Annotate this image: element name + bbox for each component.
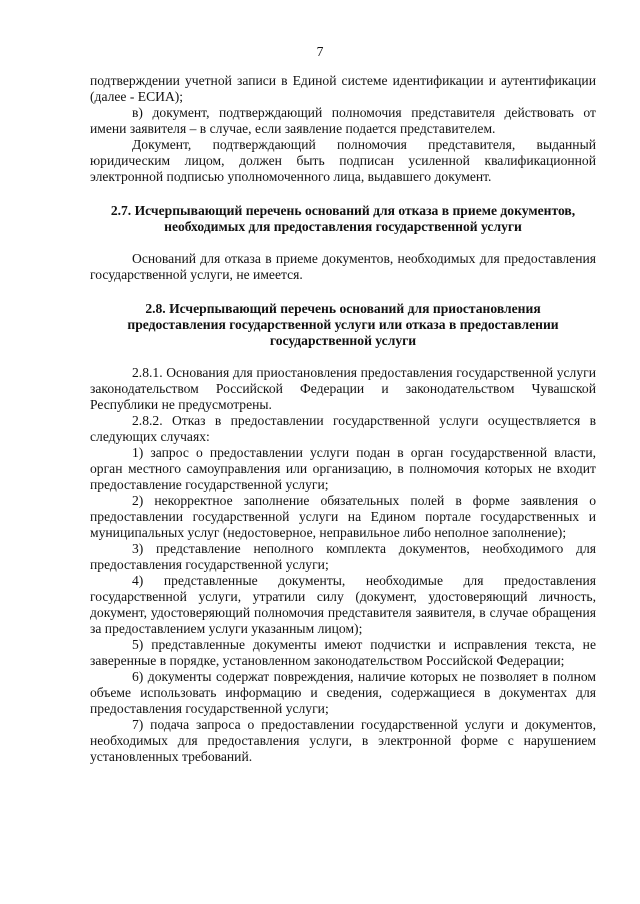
list-item-refusal-6: 6) документы содержат повреждения, наличие которых не позволяет в полном объеме использовать информацию и сведения, содержащиеся в документах для предоставления государственной услуги; [90, 669, 596, 716]
page-content [90, 73, 596, 765]
list-item-refusal-1: 1) запрос о предоставлении услуги подан в орган государственной власти, орган местного самоуправления или организацию, в полномочия которых не входит предоставление государственной услуги; [90, 445, 596, 492]
list-item-refusal-7: 7) подача запроса о предоставлении государственной услуги и документов, необходимых для предоставления услуги, в электронной форме с нарушением установленных требований. [90, 717, 596, 764]
intro-paragraph-v: в) документ, подтверждающий полномочия представителя действовать от имени заявителя – в случае, если заявление подается представителем. [90, 105, 596, 136]
list-item-refusal-4: 4) представленные документы, необходимые для предоставления государственной услуги, утратили силу (документ, удостоверяющий личность, документ, удостоверяющий полномочия представителя заявителя, в случае обращения за предоставлением услуги указанным лицом); [90, 573, 596, 636]
page-number: 7 [316, 44, 324, 59]
list-item-refusal-5: 5) представленные документы имеют подчистки и исправления текста, не заверенные в порядке, установленном законодательством Российской Федерации; [90, 637, 596, 668]
section-2-7-heading: 2.7. Исчерпывающий перечень оснований для отказа в приеме документов, необходимых для предоставления государственной услуги [110, 203, 576, 234]
list-item-refusal-3: 3) представление неполного комплекта документов, необходимого для предоставления государственной услуги; [90, 541, 596, 572]
section-2-8-2-paragraph: 2.8.2. Отказ в предоставлении государственной услуги осуществляется в следующих случаях: [90, 413, 596, 444]
section-2-7-text: Оснований для отказа в приеме документов, необходимых для предоставления государственной услуги, не имеется. [90, 251, 596, 282]
section-2-8-1-paragraph: 2.8.1. Основания для приостановления предоставления государственной услуги законодательством Российской Федерации и законодательством Чувашской Республики не предусмотрены. [90, 365, 596, 412]
section-2-8-heading: 2.8. Исчерпывающий перечень оснований для приостановления предоставления государственной услуги или отказа в предоставлении государственной услуги [127, 301, 559, 348]
list-item-refusal-2: 2) некорректное заполнение обязательных полей в форме заявления о предоставлении государственной услуги на Едином портале государственных и муниципальных услуг (недостоверное, неправильное либо неполное заполнение); [90, 493, 596, 540]
intro-paragraph-document: Документ, подтверждающий полномочия представителя, выданный юридическим лицом, должен быть подписан усиленной квалификационной электронной подписью уполномоченного лица, выдавшего документ. [90, 137, 596, 184]
intro-paragraph-continued: подтверждении учетной записи в Единой системе идентификации и аутентификации (далее - ЕСИА); [90, 73, 596, 104]
